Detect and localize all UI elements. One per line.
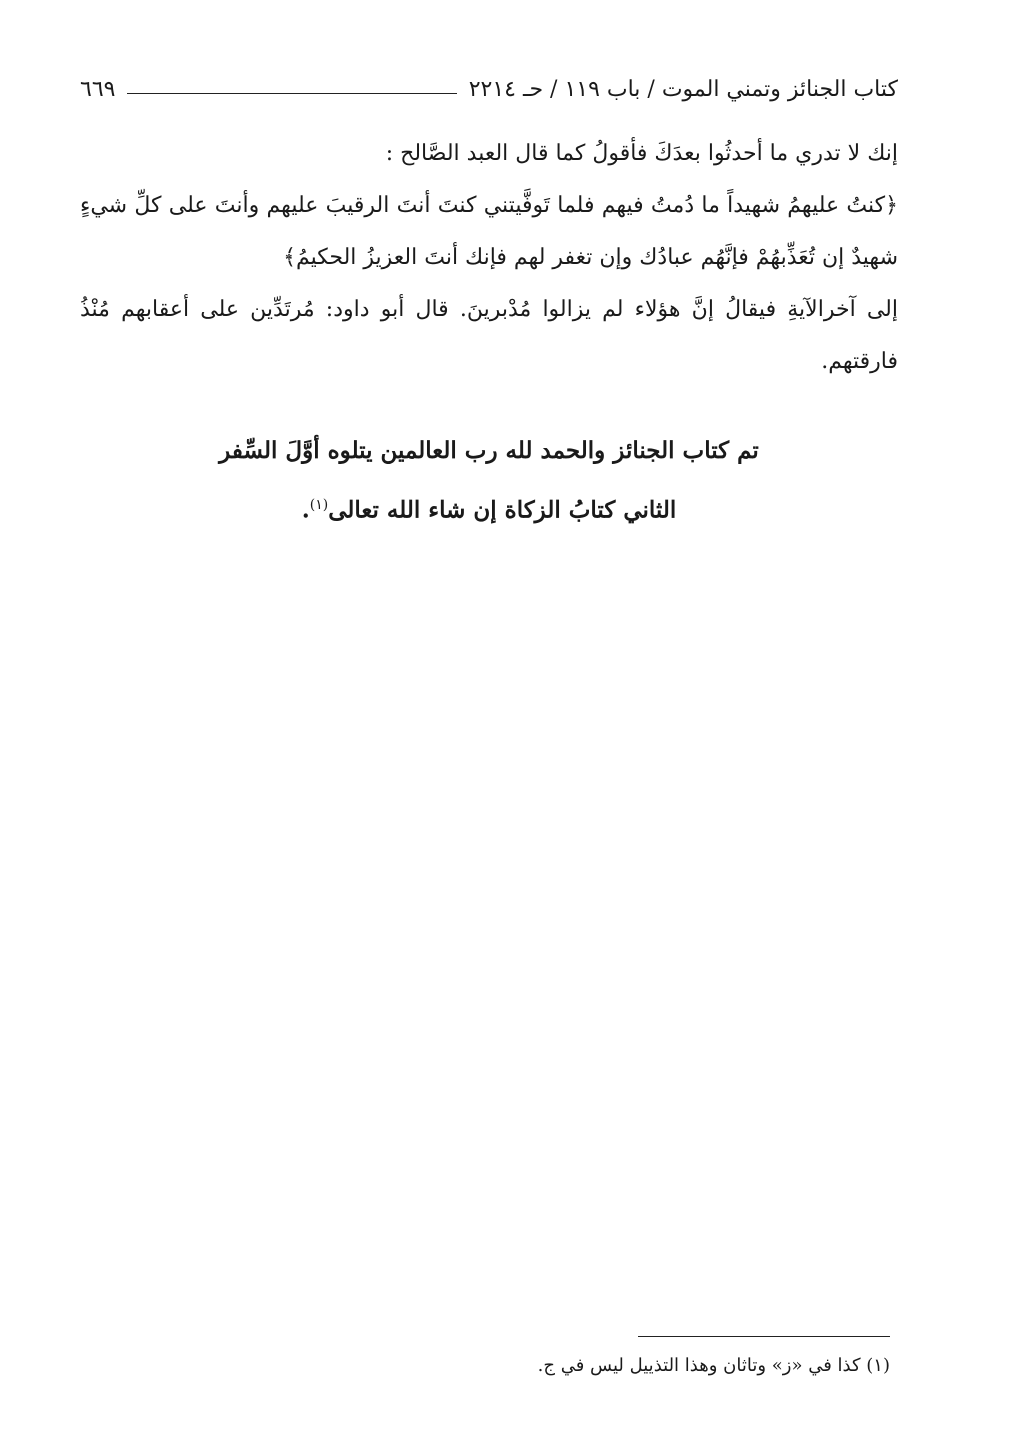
colophon [80, 424, 898, 538]
continuation-paragraph: إلى آخرالآيةِ فيقالُ إنَّ هؤلاء لم يزالوا مُدْبرينَ. قال أبو داود: مُرتَدِّين على أعقابهم مُنْذُ فارقتهم. [80, 297, 898, 374]
footnote-separator [638, 1336, 890, 1337]
header-rule [127, 93, 456, 94]
colophon-end-mark: . [301, 496, 310, 524]
running-header [80, 72, 898, 106]
colophon-line-2-text: الثاني كتابُ الزكاة إن شاء الله تعالى [328, 496, 677, 524]
intro-line: إنك لا تدري ما أحدثُوا بعدَكَ فأقولُ كما قال العبد الصَّالح : [385, 141, 898, 166]
colophon-line-1: تم كتاب الجنائز والحمد لله رب العالمين يتلوه أوَّلَ السِّفر [219, 437, 759, 464]
colophon-line-2 [80, 478, 898, 538]
running-header-title: كتاب الجنائز وتمني الموت / باب ١١٩ / حـ ٢٢١٤ [468, 76, 898, 102]
footnote-reference: (١) [309, 497, 329, 513]
quran-quote: ﴿كنتُ عليهمُ شهيداً ما دُمتُ فيهم فلما تَوفَّيتني كنتَ أنتَ الرقيبَ عليهم وأنتَ على كلِّ شيءٍ شهيدٌ إن تُعَذِّبهُمْ فإنَّهُم عبادُك وإن تغفر لهم فإنك أنتَ العزيزُ الحكيمُ﴾ [80, 193, 898, 270]
footnote: (١) كذا في «ز» وتاثان وهذا التذييل ليس في ج. [537, 1355, 890, 1376]
page-number: ٦٦٩ [80, 76, 116, 102]
main-text [80, 128, 898, 388]
